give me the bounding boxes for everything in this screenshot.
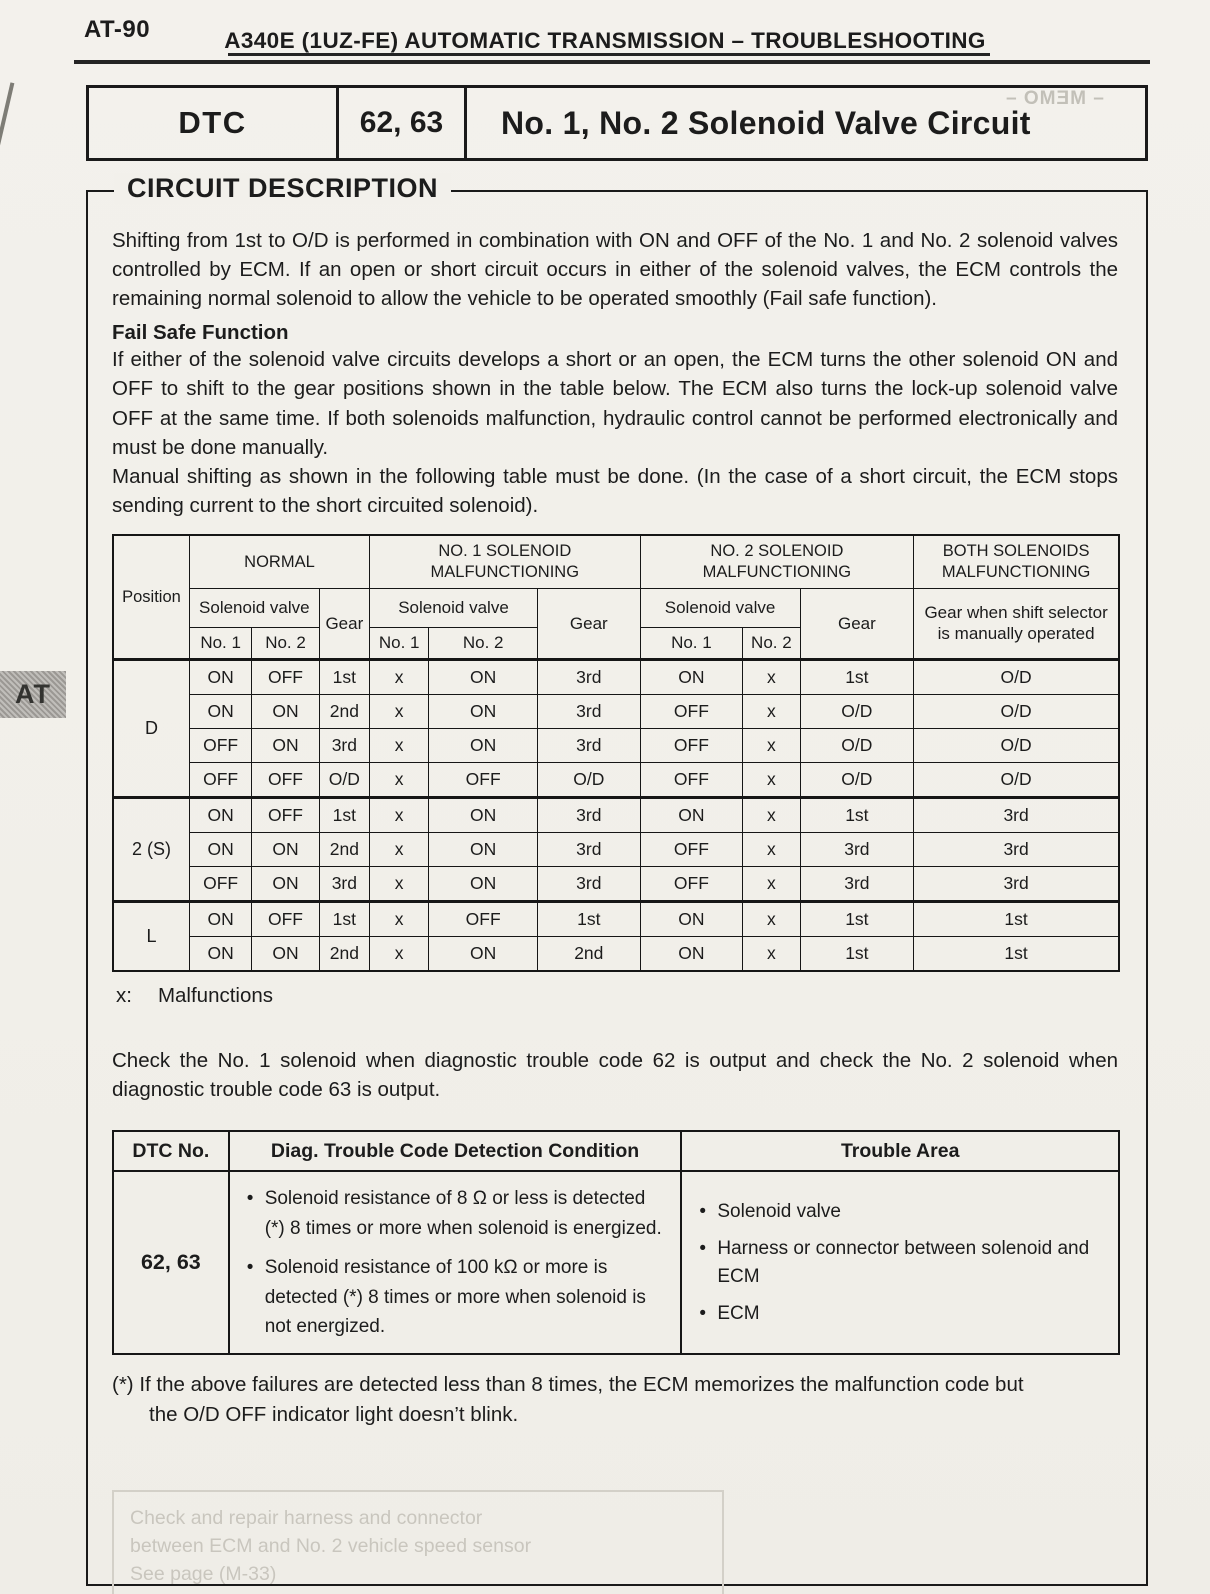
gear-table-row (113, 901, 1119, 936)
check-note: Check the No. 1 solenoid when diagnostic trouble code 62 is output and check the No. 2 solenoid when diagnostic trouble code 63 is output. (112, 1048, 1118, 1102)
gear-cell: OFF (640, 762, 743, 797)
trouble-area-item: • ECM (696, 1300, 1106, 1328)
col-group-both-malfunctioning: BOTH SOLENOIDS MALFUNCTIONING (914, 535, 1119, 589)
gear-cell: x (370, 762, 429, 797)
gear-cell: 1st (800, 936, 914, 971)
ghost-line: Check and repair harness and connector (130, 1506, 483, 1529)
gear-cell: x (743, 936, 800, 971)
condition-item: • Solenoid resistance of 8 Ω or less is detected (*) 8 times or more when solenoid is energized. (244, 1184, 669, 1243)
gear-table-row (113, 936, 1119, 971)
gear-cell: O/D (914, 694, 1119, 728)
gear-cell: 3rd (537, 694, 640, 728)
gear-cell: 2nd (319, 832, 369, 866)
header-rule-thick (74, 60, 1150, 64)
gear-cell: ON (429, 936, 538, 971)
gear-table-row (113, 832, 1119, 866)
gear-cell: x (370, 936, 429, 971)
dtc-banner (86, 85, 1148, 161)
gear-cell: 3rd (914, 832, 1119, 866)
fail-safe-heading: Fail Safe Function (112, 321, 289, 345)
gear-table-body (113, 659, 1119, 971)
table-legend (116, 984, 1118, 1008)
col-group-normal: NORMAL (189, 535, 369, 589)
ghost-bleedthrough-box (112, 1490, 724, 1594)
gear-cell: 1st (537, 901, 640, 936)
gear-cell: ON (429, 832, 538, 866)
gear-cell: ON (640, 936, 743, 971)
gear-cell: ON (189, 901, 251, 936)
gear-cell: 1st (914, 901, 1119, 936)
gear-cell: 3rd (319, 866, 369, 901)
gear-cell: ON (429, 797, 538, 832)
col-header-solenoid-valve: Solenoid valve (370, 588, 538, 627)
gear-cell: x (743, 694, 800, 728)
trouble-area-item: • Harness or connector between solenoid and ECM (696, 1235, 1106, 1290)
col-header-no2: No. 2 (743, 627, 800, 659)
condition-list (244, 1184, 669, 1341)
gear-cell: 1st (319, 659, 369, 694)
gear-cell: 1st (319, 797, 369, 832)
gear-cell: x (370, 659, 429, 694)
gear-table-row (113, 762, 1119, 797)
gear-cell: 3rd (537, 832, 640, 866)
col-header-trouble-area: Trouble Area (681, 1131, 1119, 1171)
section-title: CIRCUIT DESCRIPTION (114, 173, 451, 204)
gear-cell: ON (189, 832, 251, 866)
condition-item: • Solenoid resistance of 100 kΩ or more is detected (*) 8 times or more when solenoid is not energized. (244, 1253, 669, 1341)
description-paragraph-3: Manual shifting as shown in the following table must be done. (In the case of a short circuit, the ECM stops sending current to the short circuited solenoid). (112, 464, 1118, 517)
col-group-no1-malfunctioning: NO. 1 SOLENOID MALFUNCTIONING (370, 535, 641, 589)
gear-cell: ON (189, 936, 251, 971)
gear-cell: 3rd (537, 659, 640, 694)
gear-cell: OFF (429, 762, 538, 797)
gear-cell: OFF (189, 866, 251, 901)
col-header-no1: No. 1 (189, 627, 251, 659)
dtc-table-row (113, 1171, 1119, 1354)
gear-cell: ON (252, 866, 319, 901)
gear-cell: x (743, 866, 800, 901)
gear-cell: ON (252, 832, 319, 866)
gear-cell: x (370, 728, 429, 762)
gear-cell: 2nd (537, 936, 640, 971)
footnote-line-2: the O/D OFF indicator light doesn’t blink. (149, 1403, 519, 1427)
gear-cell: OFF (189, 762, 251, 797)
gear-table-subheader-row (113, 588, 1119, 627)
gear-cell: x (743, 832, 800, 866)
col-header-dtc-no: DTC No. (113, 1131, 229, 1171)
gear-cell: O/D (800, 728, 914, 762)
gear-cell: ON (189, 797, 251, 832)
gear-cell: OFF (429, 901, 538, 936)
gear-cell: x (370, 832, 429, 866)
gear-cell: 3rd (537, 797, 640, 832)
gear-table-row (113, 866, 1119, 901)
col-header-no1: No. 1 (640, 627, 743, 659)
position-cell: L (113, 901, 189, 971)
scan-corner-artifact (0, 82, 14, 147)
gear-cell: OFF (640, 866, 743, 901)
gear-cell: ON (429, 659, 538, 694)
ghost-line: See page (M-33) (130, 1563, 277, 1586)
position-cell: D (113, 659, 189, 797)
gear-cell: 2nd (319, 694, 369, 728)
col-header-solenoid-valve: Solenoid valve (189, 588, 319, 627)
gear-cell: OFF (252, 901, 319, 936)
trouble-area-list (696, 1198, 1106, 1328)
gear-cell: 3rd (914, 797, 1119, 832)
gear-cell: 1st (800, 659, 914, 694)
legend-text: Malfunctions (157, 983, 274, 1007)
page-number: AT-90 (84, 16, 151, 43)
gear-cell: x (370, 901, 429, 936)
page-header-title: A340E (1UZ-FE) AUTOMATIC TRANSMISSION – TROUBLESHOOTING (224, 28, 986, 53)
gear-cell: ON (429, 866, 538, 901)
gear-cell: 3rd (914, 866, 1119, 901)
gear-cell: x (370, 866, 429, 901)
dtc-label: DTC (89, 88, 339, 158)
col-header-solenoid-valve: Solenoid valve (640, 588, 800, 627)
gear-cell: OFF (252, 762, 319, 797)
gear-cell: 3rd (800, 832, 914, 866)
dtc-circuit-title: No. 1, No. 2 Solenoid Valve Circuit (501, 104, 1031, 141)
col-group-no2-malfunctioning: NO. 2 SOLENOID MALFUNCTIONING (640, 535, 914, 589)
gear-cell: O/D (537, 762, 640, 797)
gear-cell: ON (189, 659, 251, 694)
gear-cell: x (743, 762, 800, 797)
gear-cell: OFF (640, 694, 743, 728)
gear-table-row (113, 694, 1119, 728)
col-header-no2: No. 2 (252, 627, 319, 659)
fail-safe-gear-table (112, 534, 1120, 972)
gear-table-row (113, 728, 1119, 762)
gear-cell: ON (252, 694, 319, 728)
gear-cell: 2nd (319, 936, 369, 971)
gear-cell: x (370, 797, 429, 832)
gear-cell: x (743, 797, 800, 832)
gear-table-group-header-row (113, 535, 1119, 589)
gear-table-row (113, 797, 1119, 832)
asterisk-footnote (112, 1370, 1118, 1429)
gear-cell: ON (252, 728, 319, 762)
gear-cell: OFF (189, 728, 251, 762)
gear-cell: 1st (914, 936, 1119, 971)
detection-condition-cell (229, 1171, 682, 1354)
gear-cell: 3rd (537, 728, 640, 762)
position-cell: 2 (S) (113, 797, 189, 901)
gear-cell: O/D (319, 762, 369, 797)
header-rule-thin (228, 53, 990, 56)
gear-cell: 3rd (800, 866, 914, 901)
gear-cell: O/D (800, 762, 914, 797)
gear-cell: O/D (914, 659, 1119, 694)
gear-cell: 1st (319, 901, 369, 936)
description-paragraph-1: Shifting from 1st to O/D is performed in combination with ON and OFF of the No. 1 and No. 2 solenoid valves controlled by ECM. If an open or short circuit occurs in either of the solenoid valves, the ECM controls the remaining normal solenoid to allow the vehicle to be operated smoothly (Fail safe function). (112, 229, 1118, 311)
gear-cell: OFF (252, 797, 319, 832)
dtc-detection-table (112, 1130, 1120, 1355)
dtc-table-header-row (113, 1131, 1119, 1171)
gear-cell: ON (640, 901, 743, 936)
ghost-line: between ECM and No. 2 vehicle speed sensor (130, 1535, 532, 1558)
col-header-gear: Gear (319, 588, 369, 659)
ghost-memo-bleedthrough: – MEMO – (1005, 88, 1104, 109)
gear-cell: 1st (800, 797, 914, 832)
gear-cell: OFF (640, 832, 743, 866)
gear-cell: O/D (800, 694, 914, 728)
col-header-detection-condition: Diag. Trouble Code Detection Condition (229, 1131, 682, 1171)
gear-table-row (113, 659, 1119, 694)
col-header-position: Position (113, 535, 189, 660)
col-header-gear: Gear (537, 588, 640, 659)
gear-cell: ON (640, 659, 743, 694)
gear-cell: x (743, 728, 800, 762)
gear-cell: x (743, 901, 800, 936)
gear-cell: 3rd (319, 728, 369, 762)
description-paragraph-2: If either of the solenoid valve circuits develops a short or an open, the ECM turns the other solenoid ON and OFF to shift to the gear positions shown in the table below. The ECM also turns the lock-up solenoid valve OFF at the same time. If both solenoids malfunction, hydraulic control cannot be performed electronically and must be done manually. (112, 348, 1118, 459)
gear-cell: ON (429, 728, 538, 762)
col-header-no1: No. 1 (370, 627, 429, 659)
gear-cell: x (370, 694, 429, 728)
dtc-code-cell: 62, 63 (113, 1171, 229, 1354)
gear-cell: O/D (914, 762, 1119, 797)
col-header-no2: No. 2 (429, 627, 538, 659)
gear-cell: OFF (252, 659, 319, 694)
gear-cell: ON (252, 936, 319, 971)
gear-cell: ON (189, 694, 251, 728)
circuit-description-box (86, 173, 1148, 1586)
gear-cell: ON (429, 694, 538, 728)
trouble-area-item: • Solenoid valve (696, 1198, 1106, 1226)
gear-cell: 1st (800, 901, 914, 936)
gear-cell: OFF (640, 728, 743, 762)
legend-symbol: x: (116, 983, 132, 1007)
section-tab-at: AT (0, 671, 66, 718)
gear-cell: 3rd (537, 866, 640, 901)
col-header-manual-gear: Gear when shift selector is manually operated (914, 588, 1119, 659)
footnote-line-1: (*) If the above failures are detected less than 8 times, the ECM memorizes the malfunction code but (112, 1373, 1024, 1397)
gear-cell: O/D (914, 728, 1119, 762)
dtc-codes: 62, 63 (339, 88, 467, 158)
gear-cell: ON (640, 797, 743, 832)
gear-cell: x (743, 659, 800, 694)
col-header-gear: Gear (800, 588, 914, 659)
trouble-area-cell (681, 1171, 1119, 1354)
